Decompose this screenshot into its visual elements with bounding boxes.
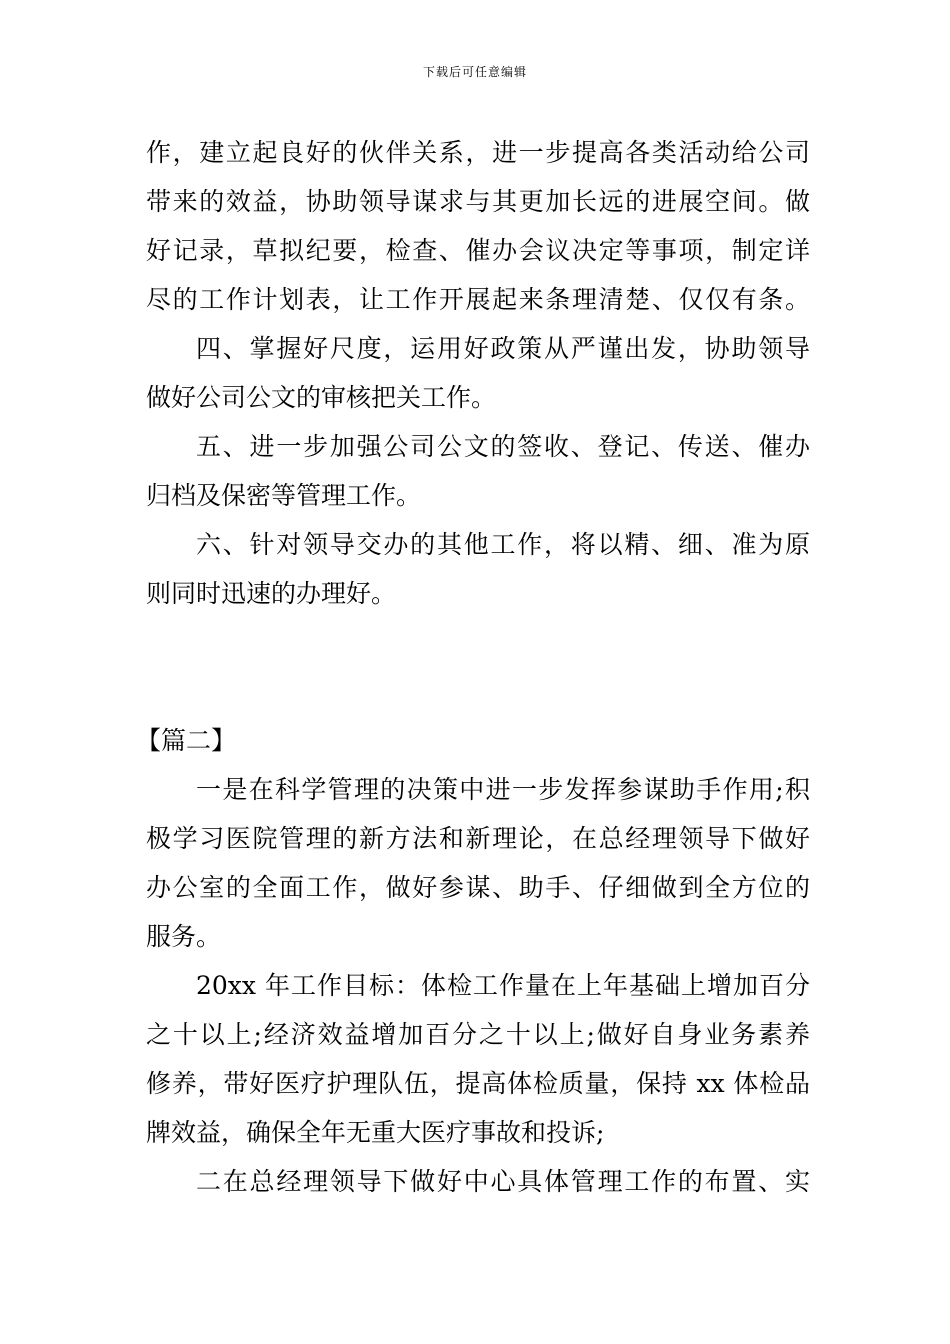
page-header: 下载后可任意编辑 (422, 65, 527, 79)
paragraph-line: 带来的效益，协助领导谋求与其更加长远的进展空间。做 (146, 187, 810, 216)
paragraph-line: 服务。 (146, 922, 222, 951)
paragraph-line: 五、进一步加强公司公文的签收、登记、传送、催办 (196, 432, 810, 461)
paragraph-line: 归档及保密等管理工作。 (146, 481, 422, 510)
paragraph-line: 六、针对领导交办的其他工作，将以精、细、准为原 (196, 530, 810, 559)
paragraph-line: 尽的工作计划表，让工作开展起来条理清楚、仅仅有条。 (146, 285, 810, 314)
paragraph-line: 极学习医院管理的新方法和新理论，在总经理领导下做好 (146, 824, 810, 853)
paragraph-line: 一是在科学管理的决策中进一步发挥参谋助手作用;积 (196, 775, 810, 804)
paragraph-line: 牌效益，确保全年无重大医疗事故和投诉; (146, 1118, 605, 1147)
paragraph-line: 办公室的全面工作，做好参谋、助手、仔细做到全方位的 (146, 873, 810, 902)
section-spacer (146, 618, 810, 716)
section-heading: 【篇二】 (136, 726, 237, 755)
paragraph-line: 作，建立起良好的伙伴关系，进一步提高各类活动给公司 (146, 138, 810, 167)
paragraph-line: 四、掌握好尺度，运用好政策从严谨出发，协助领导 (196, 334, 810, 363)
paragraph-line: 做好公司公文的审核把关工作。 (146, 383, 497, 412)
paragraph-line: 好记录，草拟纪要，检查、催办会议决定等事项，制定详 (146, 236, 810, 265)
paragraph-line: 修养，带好医疗护理队伍，提高体检质量，保持 xx 体检品 (146, 1069, 810, 1098)
paragraph-line: 则同时迅速的办理好。 (146, 579, 397, 608)
document-body (136, 128, 810, 1206)
paragraph-line: 20xx 年工作目标：体检工作量在上年基础上增加百分 (196, 971, 810, 1000)
paragraph-line: 二在总经理领导下做好中心具体管理工作的布置、实 (196, 1167, 810, 1196)
paragraph-line: 之十以上;经济效益增加百分之十以上;做好自身业务素养 (146, 1020, 810, 1049)
